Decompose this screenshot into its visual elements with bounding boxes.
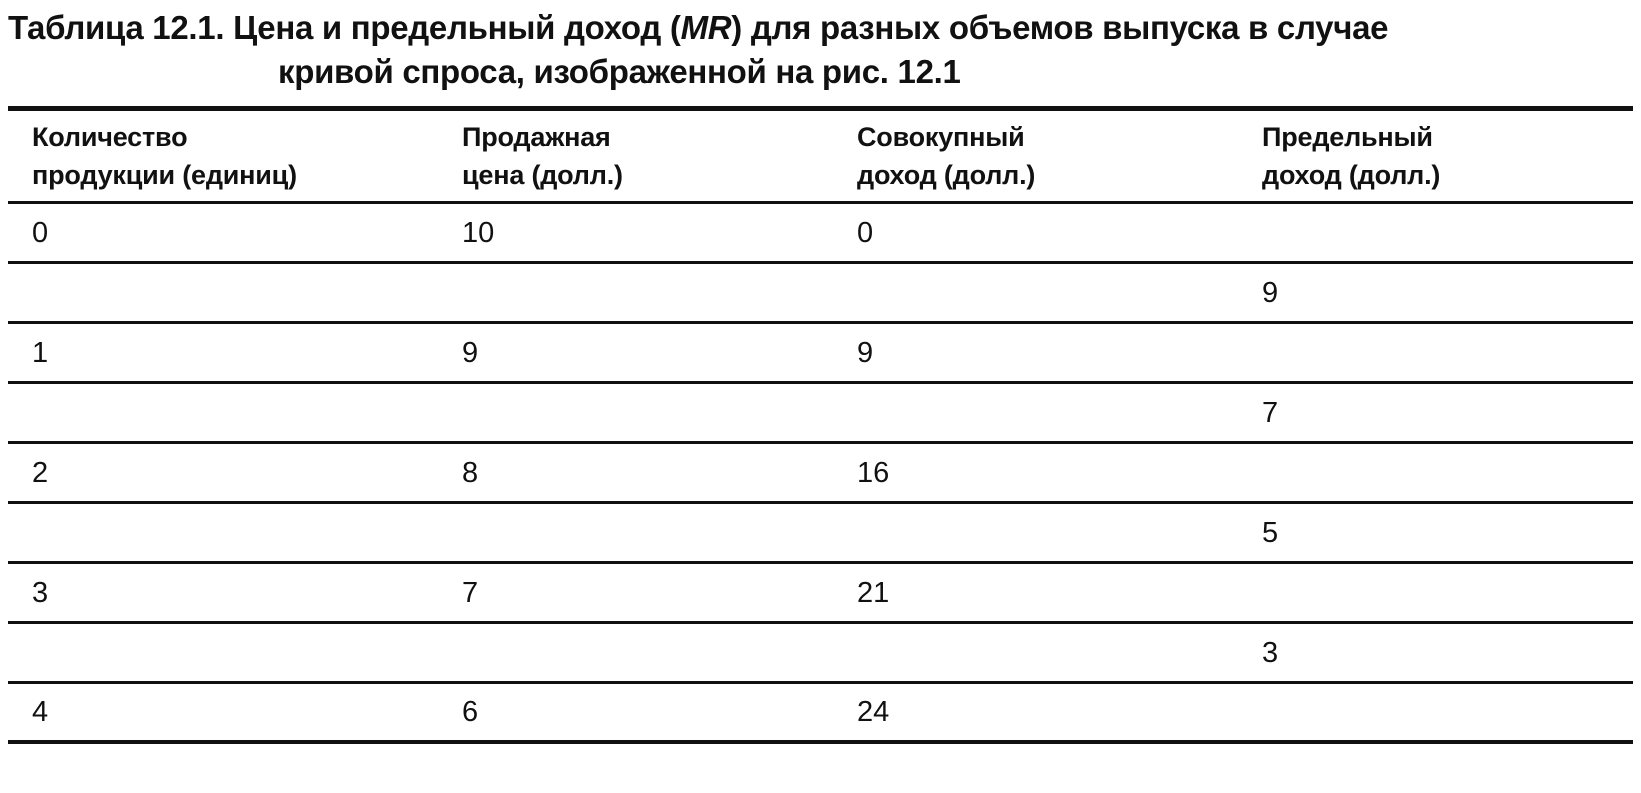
table-row [8, 444, 1633, 504]
header-quantity-line2: продукции (единиц) [32, 160, 297, 190]
cell-quantity: 3 [32, 576, 49, 609]
cell-total-revenue: 0 [857, 216, 874, 249]
table-row [8, 264, 1633, 324]
cell-price: 6 [462, 696, 479, 728]
cell-quantity: 2 [32, 456, 49, 489]
header-quantity-line1: Количество [32, 122, 188, 152]
cell-total-revenue: 24 [857, 696, 890, 728]
header-marginal-revenue-line2: доход (долл.) [1262, 160, 1441, 190]
cell-marginal-revenue: 9 [1262, 276, 1279, 309]
cell-quantity: 4 [32, 696, 49, 728]
cell-price: 8 [462, 456, 479, 489]
table-row [8, 384, 1633, 444]
table-caption [8, 6, 1633, 94]
table-row [8, 684, 1633, 744]
cell-quantity: 0 [32, 216, 49, 249]
header-total-revenue [833, 118, 1238, 194]
header-marginal-revenue-line1: Предельный [1262, 122, 1433, 152]
header-total-revenue-line1: Совокупный [857, 122, 1025, 152]
header-total-revenue-line2: доход (долл.) [857, 160, 1036, 190]
caption-suffix: ) для разных объемов выпуска в случае [731, 9, 1389, 46]
header-quantity [8, 118, 438, 194]
header-price [438, 118, 833, 194]
caption-line2: кривой спроса, изображенной на рис. 12.1 [278, 53, 961, 90]
table-row [8, 504, 1633, 564]
cell-price: 10 [462, 216, 495, 249]
cell-quantity: 1 [32, 336, 49, 369]
cell-marginal-revenue: 3 [1262, 636, 1279, 669]
caption-mr: MR [680, 9, 732, 46]
cell-total-revenue: 9 [857, 336, 874, 369]
cell-total-revenue: 21 [857, 576, 890, 609]
cell-price: 9 [462, 336, 479, 369]
table-row [8, 324, 1633, 384]
table-row [8, 564, 1633, 624]
table-row [8, 624, 1633, 684]
cell-total-revenue: 16 [857, 456, 890, 489]
header-marginal-revenue [1238, 118, 1633, 194]
cell-marginal-revenue: 5 [1262, 516, 1279, 549]
cell-price: 7 [462, 576, 479, 609]
cell-marginal-revenue: 7 [1262, 396, 1279, 429]
header-price-line2: цена (долл.) [462, 160, 623, 190]
table-header [8, 111, 1633, 204]
data-table [8, 111, 1633, 744]
caption-prefix: Таблица 12.1. Цена и предельный доход ( [8, 9, 681, 46]
table-row [8, 204, 1633, 264]
header-price-line1: Продажная [462, 122, 611, 152]
